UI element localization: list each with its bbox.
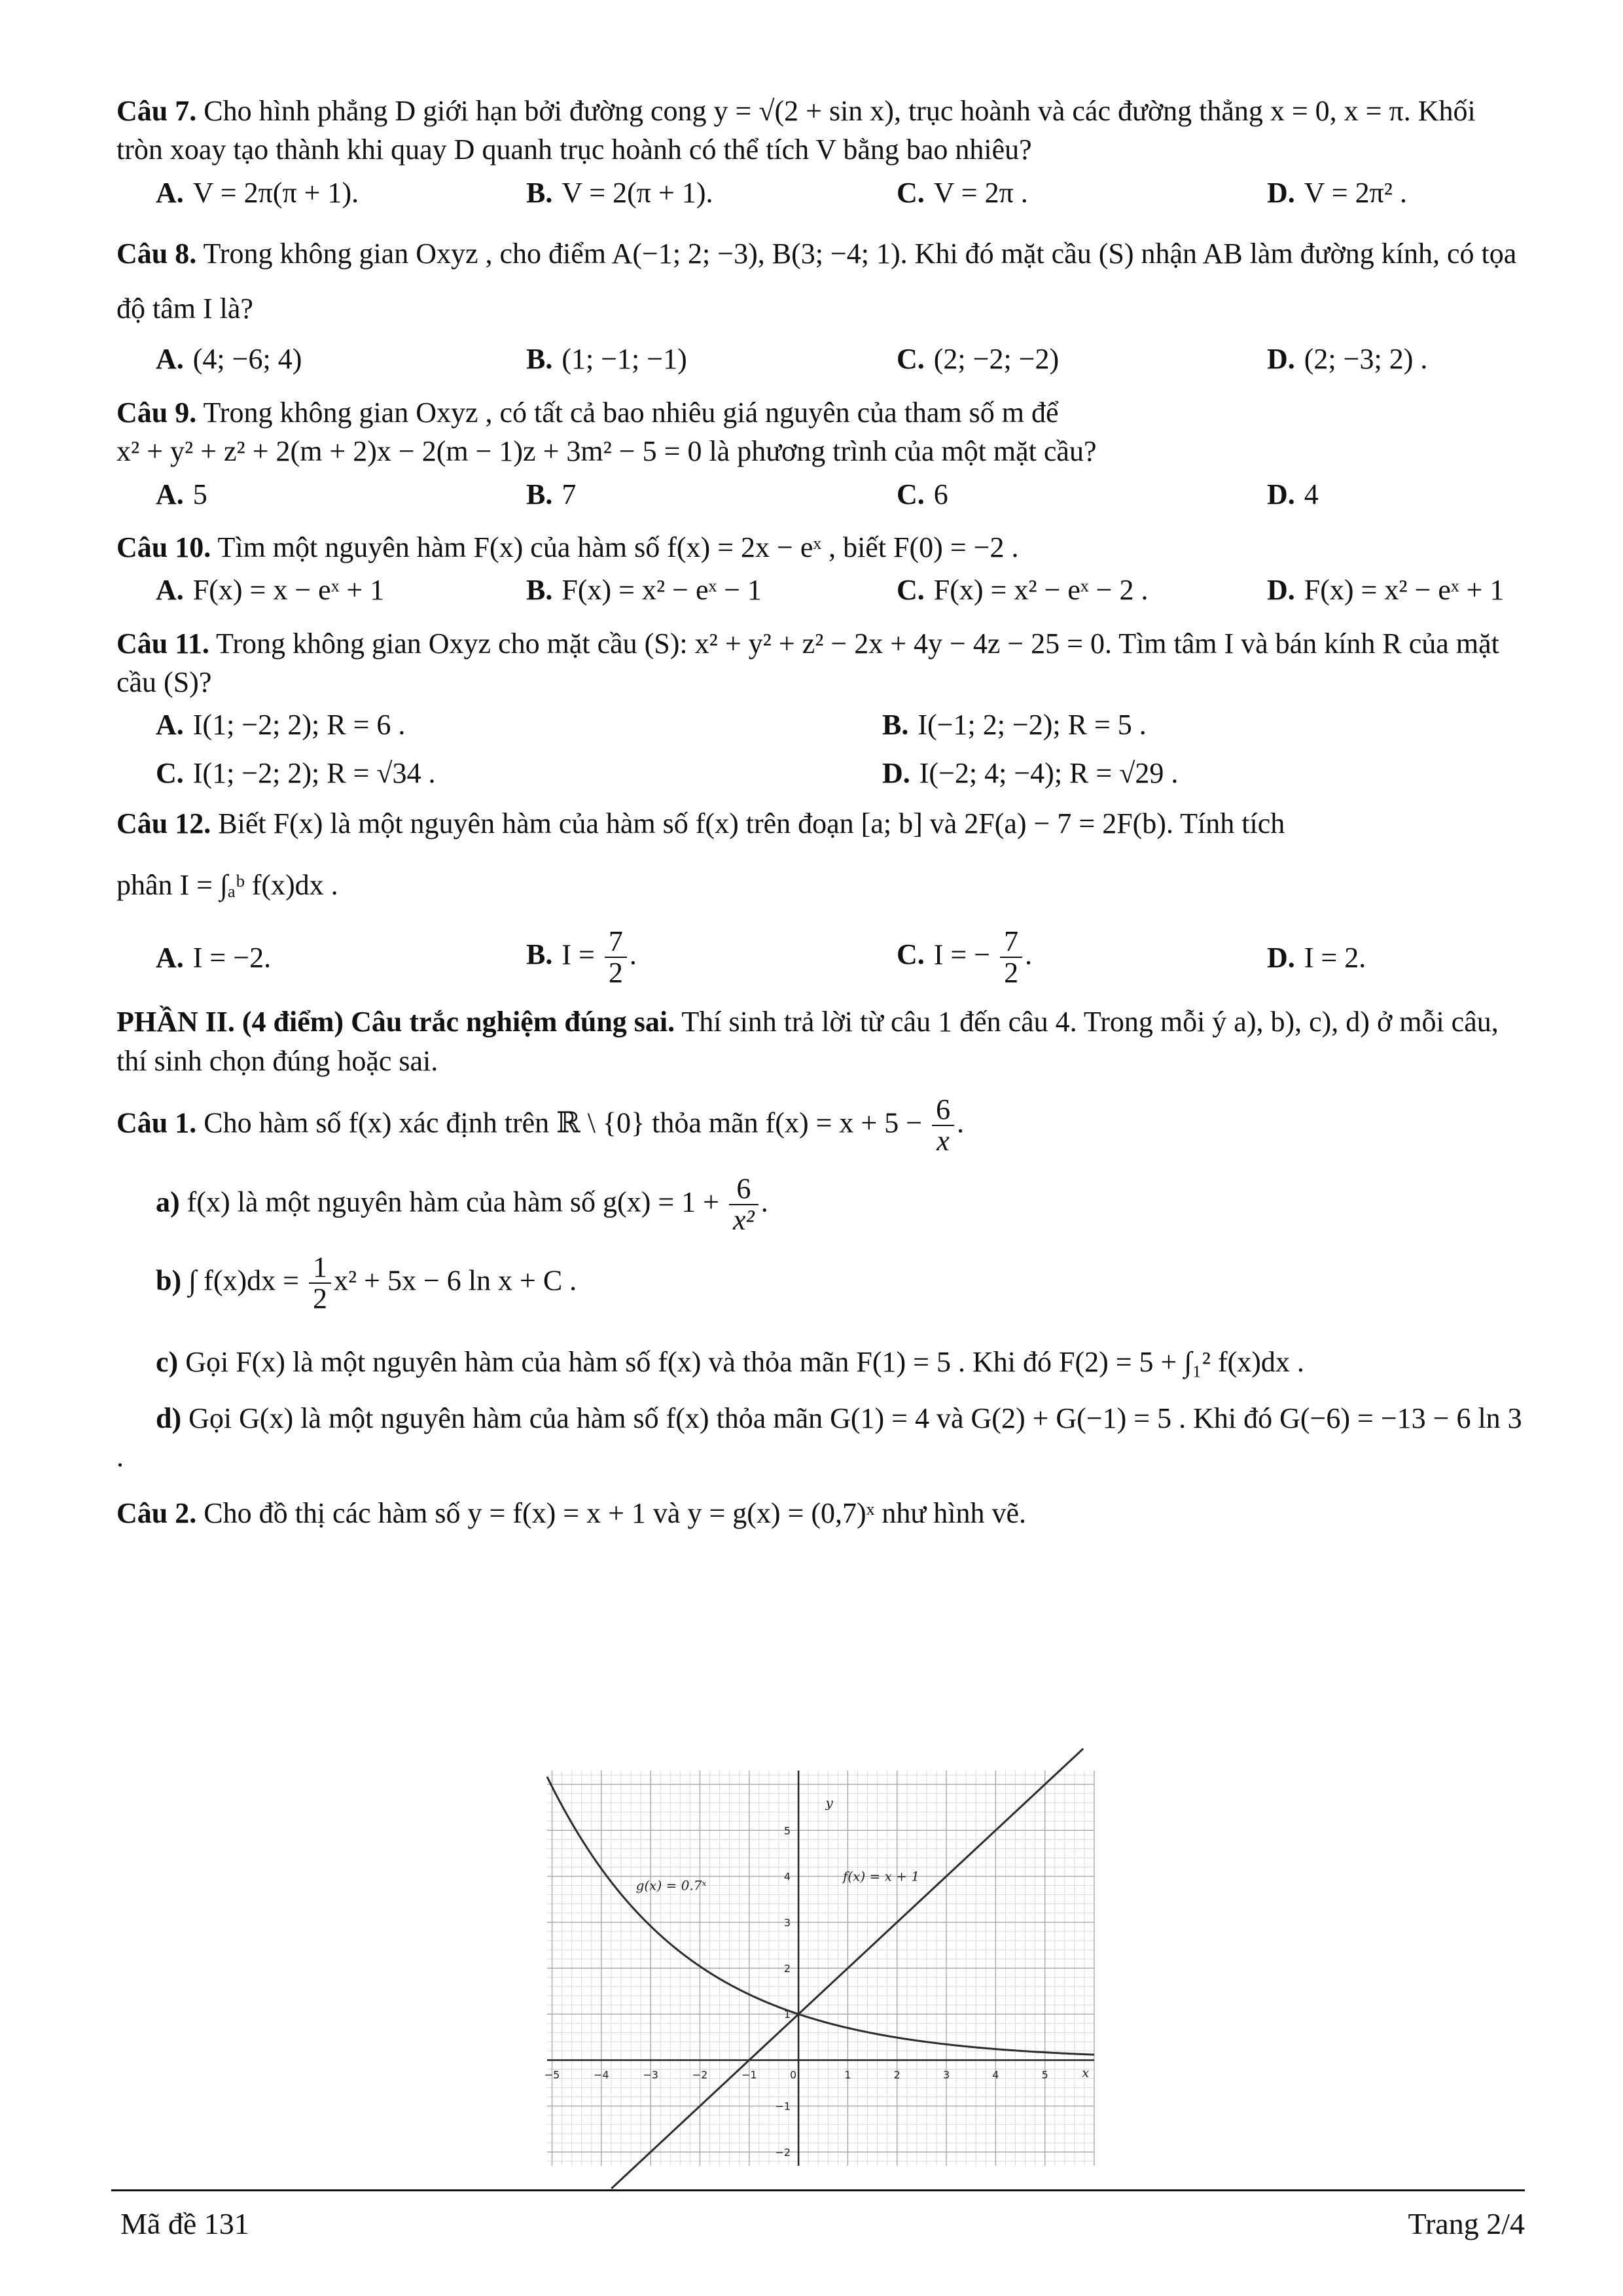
x-tick-label: 3	[942, 2068, 950, 2081]
question-12-integral: phân I = ∫ₐᵇ f(x)dx .	[116, 868, 338, 901]
footer-divider	[111, 2189, 1525, 2191]
question-10-options	[116, 571, 1525, 609]
question-11	[116, 624, 1525, 702]
question-stem: Biết F(x) là một nguyên hàm của hàm số f(x) trên đoạn [a; b] và 2F(a) − 7 = 2F(b). Tính tích	[218, 807, 1285, 840]
option-b: B. (1; −1; −1)	[526, 343, 687, 376]
fraction: $\frac{7}{2}$	[1000, 927, 1022, 988]
y-tick-label: 1	[783, 2008, 791, 2021]
x-tick-label: 0	[790, 2068, 797, 2081]
question-label: Câu 12.	[116, 807, 211, 840]
x-tick-label: −3	[643, 2068, 658, 2081]
question-stem: Tìm một nguyên hàm F(x) của hàm số f(x) = 2x − eˣ , biết F(0) = −2 .	[217, 531, 1019, 563]
option-c: C. F(x) = x² − eˣ − 2 .	[897, 574, 1149, 607]
statement-a: a) f(x) là một nguyên hàm của hàm số g(x) = 1 + $\frac{6}{\text{x²}}$ .	[156, 1172, 768, 1236]
question-stem: Trong không gian Oxyz , cho điểm A(−1; 2; −3), B(3; −4; 1). Khi đó mặt cầu (S) nhận AB làm đường kính, có tọa độ tâm I là?	[116, 238, 1517, 325]
exam-code: Mã đề 131	[120, 2207, 249, 2240]
option-b: B. I = $\frac{7}{2}$ .	[526, 925, 637, 989]
x-tick-label: 1	[844, 2068, 851, 2081]
curve-g	[547, 1776, 1094, 2055]
function-graph	[544, 1771, 1094, 2166]
question-12	[116, 804, 1525, 843]
option-a: A. (4; −6; 4)	[156, 343, 302, 376]
part-2-instructions: Thí sinh trả lời từ câu 1 đến câu 4. Trong mỗi ý a), b), c), d) ở mỗi câu, thí sinh chọn đúng hoặc sai.	[116, 1006, 1499, 1077]
curve-labels	[636, 1869, 920, 1894]
question-label: Câu 2.	[116, 1496, 197, 1529]
option-a: A. 5	[156, 478, 207, 510]
fraction: $\frac{1}{2}$	[309, 1252, 331, 1314]
option-d: D. F(x) = x² − eˣ + 1	[1267, 574, 1505, 607]
question-9	[116, 393, 1525, 432]
question-label: Câu 10.	[116, 531, 211, 563]
y-tick-label: −2	[775, 2146, 791, 2159]
statement-c: c) Gọi F(x) là một nguyên hàm của hàm số f(x) và thỏa mãn F(1) = 5 . Khi đó F(2) = 5 + ∫₁² f(x)dx .	[156, 1346, 1304, 1379]
fraction: $\frac{6}{\text{x²}}$	[729, 1174, 758, 1235]
statement-d: d) Gọi G(x) là một nguyên hàm của hàm số f(x) thỏa mãn G(1) = 4 và G(2) + G(−1) = 5 . Khi đó G(−6) = −13 − 6 ln 3 .	[116, 1402, 1522, 1474]
y-tick-label: 4	[783, 1870, 791, 1883]
question-11-options	[116, 705, 1525, 792]
question-8-options	[116, 340, 1525, 378]
question-9-equation: x² + y² + z² + 2(m + 2)x − 2(m − 1)z + 3m² − 5 = 0 là phương trình của một mặt cầu?	[116, 435, 1097, 468]
page-number: Trang 2/4	[1408, 2207, 1525, 2240]
x-tick-label: −2	[692, 2068, 708, 2081]
option-c: C. I(1; −2; 2); R = √34 .	[156, 756, 436, 789]
question-7-options	[116, 173, 1525, 212]
option-a: A. I = −2.	[156, 941, 272, 974]
x-tick-label: 5	[1041, 2068, 1048, 2081]
tick-labels	[544, 1795, 1090, 2159]
option-d: D. I = 2.	[1267, 941, 1366, 974]
fraction: $\frac{6}{x}$	[932, 1095, 954, 1156]
grid-major	[547, 1771, 1094, 2166]
option-c: C. V = 2π .	[897, 176, 1028, 209]
option-d: D. 4	[1267, 478, 1319, 510]
question-8	[116, 226, 1525, 336]
question-10	[116, 528, 1525, 567]
question-label: Câu 7.	[116, 95, 197, 127]
option-a: A. F(x) = x − eˣ + 1	[156, 574, 385, 607]
y-tick-label: 3	[783, 1916, 791, 1929]
option-d: D. (2; −3; 2) .	[1267, 343, 1428, 376]
option-a: A. I(1; −2; 2); R = 6 .	[156, 709, 406, 741]
graph-svg	[544, 1771, 1094, 2166]
question-9-options	[116, 475, 1525, 514]
question-stem: Cho hình phẳng D giới hạn bởi đường cong y = √(2 + sin x), trục hoành và các đường thẳng x = 0, x = π. Khối tròn xoay tạo thành khi quay D quanh trục hoành có thể tích V bằng bao nhiêu?	[116, 95, 1476, 166]
label-f: f(x) = x + 1	[842, 1868, 920, 1884]
label-g: g(x) = 0.7ˣ	[635, 1877, 707, 1894]
statement-b: b) ∫ f(x)dx = $\frac{1}{2}$ x² + 5x − 6 ln x + C .	[156, 1250, 577, 1315]
question-label: Câu 1.	[116, 1106, 197, 1139]
x-tick-label: −5	[544, 2068, 560, 2081]
fraction: $\frac{7}{2}$	[605, 927, 627, 988]
part-2-question-1: Câu 1. Cho hàm số f(x) xác định trên ℝ \ {0} thỏa mãn f(x) = x + 5 − $\frac{6}{x}$ .	[116, 1093, 965, 1157]
part-2-question-2	[116, 1494, 1525, 1532]
question-label: Câu 9.	[116, 396, 197, 429]
question-12-options	[116, 927, 1525, 988]
part-2-heading	[116, 1002, 1525, 1080]
y-axis-label: y	[825, 1795, 833, 1811]
question-label: Câu 11.	[116, 627, 209, 660]
y-tick-label: −1	[775, 2100, 791, 2113]
option-c: C. I = − $\frac{7}{2}$ .	[897, 925, 1033, 989]
question-stem: Cho hàm số f(x) xác định trên ℝ \ {0} thỏa mãn f(x) = x + 5 −	[204, 1106, 923, 1139]
x-tick-label: −1	[741, 2068, 757, 2081]
option-d: D. V = 2π² .	[1267, 176, 1407, 209]
x-tick-label: 2	[893, 2068, 901, 2081]
question-label: Câu 8.	[116, 238, 197, 270]
option-d: D. I(−2; 4; −4); R = √29 .	[882, 756, 1179, 789]
exam-page	[116, 92, 1525, 1532]
option-b: B. 7	[526, 478, 577, 510]
option-a: A. V = 2π(π + 1).	[156, 176, 359, 209]
part-2-title: PHẦN II. (4 điểm) Câu trắc nghiệm đúng sai.	[116, 1006, 675, 1038]
y-tick-label: 5	[783, 1824, 791, 1837]
y-tick-label: 2	[783, 1962, 791, 1975]
x-tick-label: −4	[594, 2068, 609, 2081]
question-7	[116, 92, 1525, 169]
option-c: C. 6	[897, 478, 948, 510]
x-axis-label: x	[1082, 2064, 1090, 2081]
option-c: C. (2; −2; −2)	[897, 343, 1060, 376]
option-b: B. V = 2(π + 1).	[526, 176, 713, 209]
question-stem: Trong không gian Oxyz cho mặt cầu (S): x² + y² + z² − 2x + 4y − 4z − 25 = 0. Tìm tâm I và bán kính R của mặt cầu (S)?	[116, 627, 1499, 699]
question-stem: Cho đồ thị các hàm số y = f(x) = x + 1 và y = g(x) = (0,7)ˣ như hình vẽ.	[204, 1496, 1026, 1529]
option-b: B. F(x) = x² − eˣ − 1	[526, 574, 762, 607]
question-stem: Trong không gian Oxyz , có tất cả bao nhiêu giá nguyên của tham số m để	[203, 396, 1059, 429]
x-tick-label: 4	[992, 2068, 999, 2081]
option-b: B. I(−1; 2; −2); R = 5 .	[882, 709, 1147, 741]
